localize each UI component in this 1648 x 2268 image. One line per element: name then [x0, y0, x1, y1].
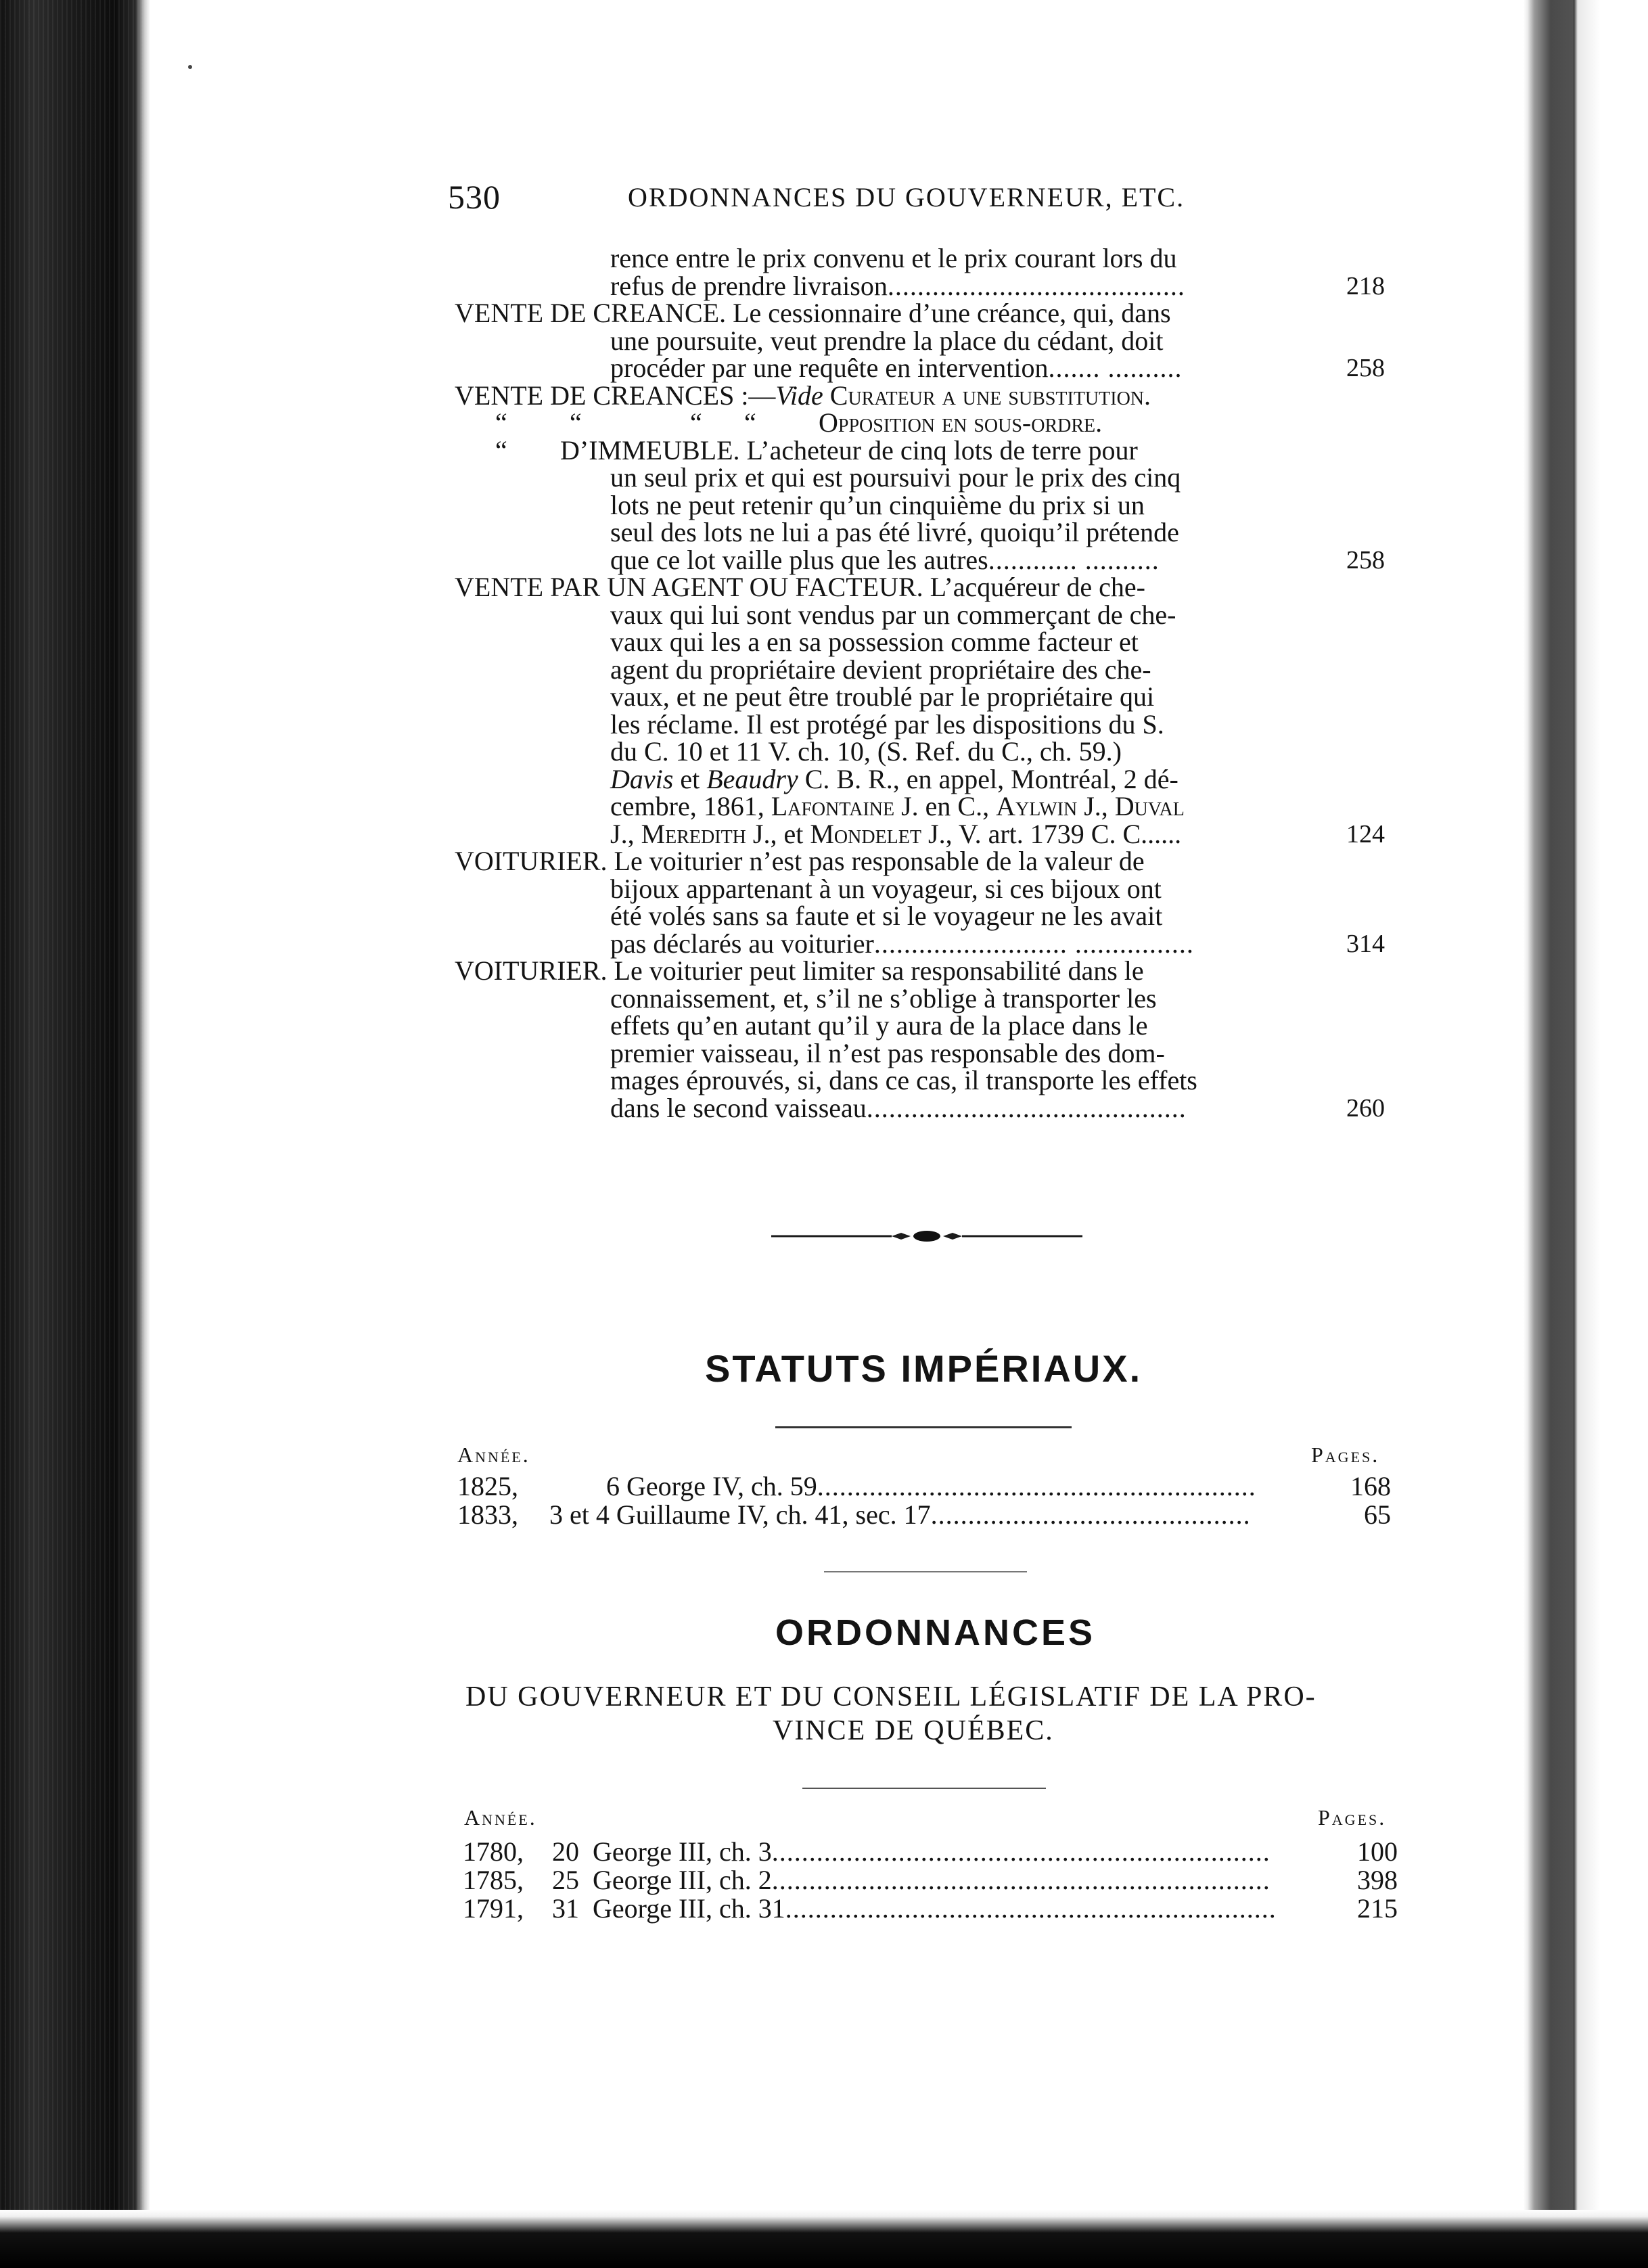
scan-speck: [188, 65, 192, 69]
entry-text-part: Mondelet: [810, 818, 921, 849]
row-year: 1825,: [457, 1471, 518, 1501]
row-ref: 3 et 4 Guillaume IV, ch. 41, sec. 17: [549, 1499, 931, 1530]
entry-text: une poursuite, veut prendre la place du cédant, doit: [610, 325, 1164, 356]
dot-leader: ........................................: [887, 270, 1185, 301]
entry-text-part: Beaudry: [706, 763, 798, 794]
entry-text-part: J.,: [1077, 791, 1115, 821]
entry-line: [447, 409, 1407, 437]
statuts-col-pages: Pages.: [1311, 1443, 1380, 1467]
entry-text: du C. 10 et 11 V. ch. 10, (S. Ref. du C., ch. 59.): [610, 736, 1122, 767]
entry-line: [447, 519, 1407, 547]
entry-text: vaux qui les a en sa possession comme facteur et: [610, 627, 1139, 657]
entry-line: [447, 763, 1407, 794]
row-number: 20: [552, 1836, 579, 1867]
entry-text-part: Aylwin: [996, 791, 1078, 821]
entry-page-ref: 218: [1346, 271, 1385, 300]
entry-page-ref: 258: [1346, 354, 1385, 382]
ditto-mark: “: [495, 434, 507, 466]
entry-text-part: J., V. art. 1739 C. C......: [921, 818, 1182, 849]
entry-line: [447, 1012, 1407, 1040]
book-spine-edge: [0, 0, 150, 2268]
entry-crossref: Opposition en sous-ordre.: [819, 407, 1103, 438]
entry-heading: VOITURIER.: [455, 955, 608, 986]
ordonnances-col-year: Année.: [464, 1805, 537, 1830]
entry-line: [447, 434, 1407, 466]
entry-line: [447, 464, 1407, 492]
entry-text: connaissement, et, s’il ne s’oblige à transporter les: [610, 982, 1157, 1014]
row-year: 1780,: [463, 1836, 524, 1867]
ditto-mark: “: [570, 407, 582, 438]
row-number: 25: [552, 1865, 579, 1895]
entry-line: [447, 1037, 1407, 1068]
next-page-sliver: [1574, 0, 1648, 2268]
ordonnances-row: [463, 1895, 1403, 1923]
index-entry: [447, 848, 1407, 957]
row-leader: ...........................................................: [817, 1471, 1256, 1501]
entry-line: [447, 957, 1407, 985]
entry-heading: VENTE PAR UN AGENT OU FACTEUR.: [455, 572, 923, 602]
entry-text-part: C. B. R., en appel, Montréal, 2 dé-: [798, 763, 1178, 794]
entry-text-part: et: [673, 763, 707, 794]
entry-text: rence entre le prix convenu et le prix courant lors du: [610, 243, 1177, 273]
entry-line: [447, 683, 1407, 711]
row-leader: ..................................................................: [785, 1893, 1277, 1924]
entry-heading: VOITURIER.: [455, 846, 608, 876]
entry-line: [447, 599, 1407, 630]
entry-text: vaux qui lui sont vendus par un commerçant de che-: [610, 599, 1176, 630]
entry-text: les réclame. Il est protégé par les dispositions du S.: [610, 708, 1164, 740]
entry-line: [447, 1092, 1407, 1123]
dot-leader: ...........................................: [866, 1092, 1187, 1123]
ordonnances-row: [463, 1866, 1403, 1895]
entry-text: lots ne peut retenir qu’un cinquième du prix si un: [610, 489, 1145, 520]
dot-leader: ............ ..........: [988, 544, 1160, 575]
ordonnances-col-pages: Pages.: [1318, 1805, 1387, 1830]
ditto-mark: “: [495, 407, 507, 438]
entry-heading: VENTE DE CREANCES :—: [455, 380, 776, 411]
ordonnances-row: [463, 1838, 1403, 1866]
entry-line: [447, 873, 1407, 904]
scan-bottom-edge: [0, 2210, 1648, 2268]
row-ref: George III, ch. 31: [593, 1893, 785, 1924]
entry-text: été volés sans sa faute et si le voyageur ne les avait: [610, 901, 1163, 931]
entry-text-part: Duval: [1114, 791, 1185, 821]
index-entry: [447, 434, 1407, 575]
statuts-row: [457, 1472, 1398, 1501]
ditto-mark: “: [744, 407, 756, 438]
entry-text: L’acquéreur de che-: [923, 572, 1145, 602]
entry-text: seul des lots ne lui a pas été livré, quoiqu’il prétende: [610, 517, 1179, 547]
row-page: 65: [1364, 1499, 1391, 1530]
entry-text: procéder par une requête en intervention: [610, 353, 1049, 383]
entry-line: [447, 574, 1407, 602]
row-leader: ...................................................................: [771, 1836, 1271, 1867]
entry-line: [447, 793, 1407, 821]
entry-text: Le cessionnaire d’une créance, qui, dans: [726, 298, 1171, 328]
row-page: 168: [1350, 1471, 1391, 1501]
entry-line: [447, 629, 1407, 656]
entry-page-ref: 314: [1346, 929, 1385, 958]
entry-heading: D’IMMEUBLE.: [560, 434, 740, 466]
entry-line: [447, 708, 1407, 740]
row-year: 1833,: [457, 1499, 518, 1530]
row-page: 100: [1357, 1836, 1398, 1867]
index-entry: [447, 957, 1407, 1122]
row-ref: 6 George IV, ch. 59: [606, 1471, 817, 1501]
index-entry: [447, 245, 1407, 300]
entry-text: effets qu’en autant qu’il y aura de la place dans le: [610, 1010, 1148, 1041]
entry-line: [447, 930, 1407, 958]
entry-text: vaux, et ne peut être troublé par le propriétaire qui: [610, 681, 1155, 712]
row-ref: George III, ch. 3: [593, 1836, 772, 1867]
page-number: 530: [448, 178, 501, 216]
entry-line: [447, 818, 1407, 849]
entry-text: Le voiturier n’est pas responsable de la valeur de: [607, 846, 1145, 876]
index-entry: [447, 382, 1407, 437]
entry-text-part: Lafontaine: [771, 791, 895, 821]
row-ref: George III, ch. 2: [593, 1865, 772, 1895]
index-entry: [447, 300, 1407, 382]
row-leader: ...................................................................: [771, 1865, 1271, 1895]
statuts-row: [457, 1501, 1398, 1529]
dot-leader: .......................... ................: [873, 928, 1194, 959]
entry-text: dans le second vaisseau: [610, 1092, 867, 1123]
entry-heading: VENTE DE CREANCE.: [455, 298, 727, 328]
ordonnances-subtitle-2: VINCE DE QUÉBEC.: [773, 1715, 1054, 1746]
row-year: 1791,: [463, 1893, 524, 1924]
row-number: 31: [552, 1893, 579, 1924]
ordonnances-subtitle-1: DU GOUVERNEUR ET DU CONSEIL LÉGISLATIF DE LA PRO-: [465, 1681, 1317, 1713]
ordonnances-rule: [802, 1788, 1046, 1789]
ditto-mark: “: [690, 407, 702, 438]
entry-text-part: Davis: [610, 763, 674, 794]
entry-line: [447, 355, 1407, 382]
statuts-col-year: Année.: [457, 1443, 530, 1467]
row-page: 398: [1357, 1865, 1398, 1895]
entry-line: [447, 245, 1407, 273]
entry-line: [447, 382, 1407, 410]
entry-line: [447, 300, 1407, 327]
entry-text-part: cembre, 1861,: [610, 791, 771, 821]
entry-text-part: Meredith: [641, 818, 746, 849]
entry-text: bijoux appartenant à un voyageur, si ces bijoux ont: [610, 873, 1162, 904]
entry-text: mages éprouvés, si, dans ce cas, il transporte les effets: [610, 1065, 1197, 1095]
row-page: 215: [1357, 1893, 1398, 1924]
ordonnances-heading: ORDONNANCES: [775, 1612, 1096, 1653]
entry-text: Le voiturier peut limiter sa responsabilité dans le: [607, 955, 1144, 986]
entry-page-ref: 260: [1346, 1093, 1385, 1122]
statuts-rule: [775, 1426, 1072, 1428]
entry-text: premier vaisseau, il n’est pas responsable des dom-: [610, 1037, 1165, 1068]
entry-line: [447, 656, 1407, 684]
index-entry: [447, 574, 1407, 848]
entry-line: [447, 903, 1407, 930]
entry-text: pas déclarés au voiturier: [610, 928, 874, 959]
entry-page-ref: 258: [1346, 545, 1385, 574]
entry-line: [447, 270, 1407, 301]
entry-text: agent du propriétaire devient propriétaire des che-: [610, 654, 1151, 685]
entry-line: [447, 848, 1407, 876]
entry-text-part: J., et: [746, 818, 810, 849]
statuts-heading: STATUTS IMPÉRIAUX.: [705, 1347, 1143, 1390]
ornament-divider: [771, 1226, 1082, 1246]
dot-leader: ....... ..........: [1048, 353, 1183, 383]
entry-line: [447, 1067, 1407, 1095]
entry-vide: Vide: [775, 380, 823, 411]
entry-text: que ce lot vaille plus que les autres: [610, 544, 988, 575]
entry-line: [447, 489, 1407, 520]
entry-page-ref: 124: [1346, 819, 1385, 848]
row-year: 1785,: [463, 1865, 524, 1895]
entry-text: un seul prix et qui est poursuivi pour le prix des cinq: [610, 462, 1181, 493]
entry-text-part: J.,: [610, 818, 641, 849]
entry-line: [447, 544, 1407, 575]
entry-line: [447, 982, 1407, 1014]
entry-text-part: J. en C.,: [894, 791, 997, 821]
entry-line: [447, 738, 1407, 766]
section-rule: [824, 1571, 1027, 1572]
entry-text: L’acheteur de cinq lots de terre pour: [739, 434, 1138, 466]
row-leader: ...........................................: [930, 1499, 1251, 1530]
index-entries: [447, 245, 1407, 1122]
entry-text: refus de prendre livraison: [610, 270, 888, 301]
running-title: ORDONNANCES DU GOUVERNEUR, ETC.: [628, 182, 1185, 212]
entry-line: [447, 327, 1407, 355]
entry-crossref: Curateur a une substitution.: [829, 380, 1151, 411]
